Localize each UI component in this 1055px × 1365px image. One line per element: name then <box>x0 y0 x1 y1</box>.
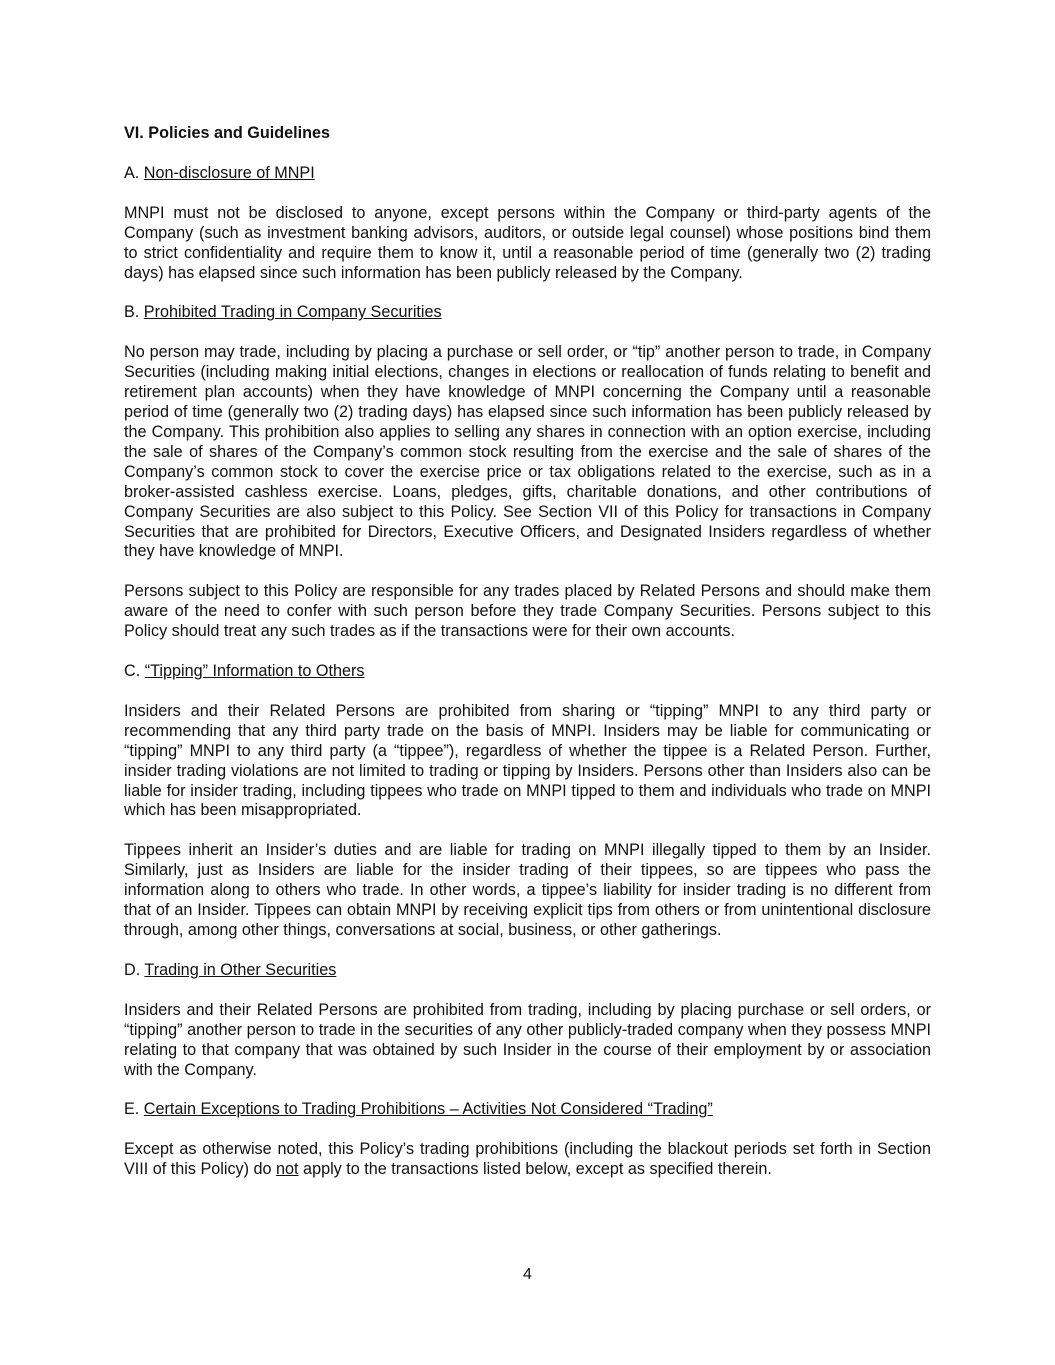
subsection-letter: B. <box>124 303 140 322</box>
subsection-heading-d <box>124 961 931 981</box>
subsection-heading-a <box>124 164 931 184</box>
paragraph-text: apply to the transactions listed below, except as specified therein. <box>298 1160 772 1179</box>
subsection-letter: A. <box>124 163 140 182</box>
page-number: 4 <box>523 1266 532 1283</box>
paragraph: Tippees inherit an Insider’s duties and are liable for trading on MNPI illegally tipped to them by an Insider. Similarly, just as Insiders are liable for the insider trading of their tippees, so are tippees who pass the information along to others who trade. In other words, a tippee’s liability for insider trading is no different from that of an Insider. Tippees can obtain MNPI by receiving explicit tips from others or from unintentional disclosure through, among other things, conversations at social, business, or other gatherings. <box>124 841 931 939</box>
document-page <box>124 124 931 1200</box>
paragraph: Insiders and their Related Persons are prohibited from sharing or “tipping” MNPI to any third party or recommending that any third party trade on the basis of MNPI. Insiders may be liable for communicating or “tipping” MNPI to any third party (a “tippee”), regardless of whether the tippee is a Related Person. Further, insider trading violations are not limited to trading or tipping by Insiders. Persons other than Insiders also can be liable for insider trading, including tippees who trade on MNPI tipped to them and individuals who trade on MNPI which has been misappropriated. <box>124 701 931 820</box>
subsection-title: Trading in Other Securities <box>144 960 337 979</box>
subsection-heading-c <box>124 662 931 682</box>
subsection-letter: C. <box>124 662 141 681</box>
subsection-title: Non-disclosure of MNPI <box>143 163 315 182</box>
paragraph: Insiders and their Related Persons are prohibited from trading, including by placing purchase or sell orders, or “tipping” another person to trade in the securities of any other publicly-traded company when they possess MNPI relating to that company that was obtained by such Insider in the course of their employment by or association with the Company. <box>124 1000 931 1079</box>
subsection-heading-b <box>124 303 931 323</box>
subsection-title: “Tipping” Information to Others <box>144 662 365 681</box>
paragraph: No person may trade, including by placing a purchase or sell order, or “tip” another person to trade, in Company Securities (including making initial elections, changes in elections or reallocation of funds relating to benefit and retirement plan accounts) when they have knowledge of MNPI concerning the Company until a reasonable period of time (generally two (2) trading days) has elapsed since such information has been publicly released by the Company. This prohibition also applies to selling any shares in connection with an option exercise, including the sale of shares of the Company’s common stock resulting from the exercise and the sale of shares of the Company’s common stock to cover the exercise price or tax obligations related to the exercise, such as in a broker-assisted cashless exercise. Loans, pledges, gifts, charitable donations, and other contributions of Company Securities are also subject to this Policy. See Section VII of this Policy for transactions in Company Securities that are prohibited for Directors, Executive Officers, and Designated Insiders regardless of whether they have knowledge of MNPI. <box>124 343 931 561</box>
subsection-title: Prohibited Trading in Company Securities <box>143 303 442 322</box>
paragraph: Persons subject to this Policy are responsible for any trades placed by Related Persons and should make them aware of the need to confer with such person before they trade Company Securities. Persons subject to this Policy should treat any such trades as if the transactions were for their own accounts. <box>124 582 931 641</box>
subsection-letter: E. <box>124 1100 140 1119</box>
paragraph: MNPI must not be disclosed to anyone, except persons within the Company or third-party agents of the Company (such as investment banking advisors, auditors, or outside legal counsel) whose positions bind them to strict confidentiality and require them to know it, until a reasonable period of time (generally two (2) trading days) has elapsed since such information has been publicly released by the Company. <box>124 203 931 282</box>
emphasis-text: not <box>276 1160 299 1179</box>
section-heading: VI. Policies and Guidelines <box>124 124 331 142</box>
subsection-letter: D. <box>124 960 141 979</box>
paragraph <box>124 1140 931 1180</box>
paragraph-text: Except as otherwise noted, this Policy’s trading prohibitions (including the blackout periods set forth in Section VIII of this Policy) do <box>124 1140 931 1179</box>
subsection-title: Certain Exceptions to Trading Prohibitions – Activities Not Considered “Trading” <box>143 1100 713 1119</box>
subsection-heading-e <box>124 1100 931 1120</box>
